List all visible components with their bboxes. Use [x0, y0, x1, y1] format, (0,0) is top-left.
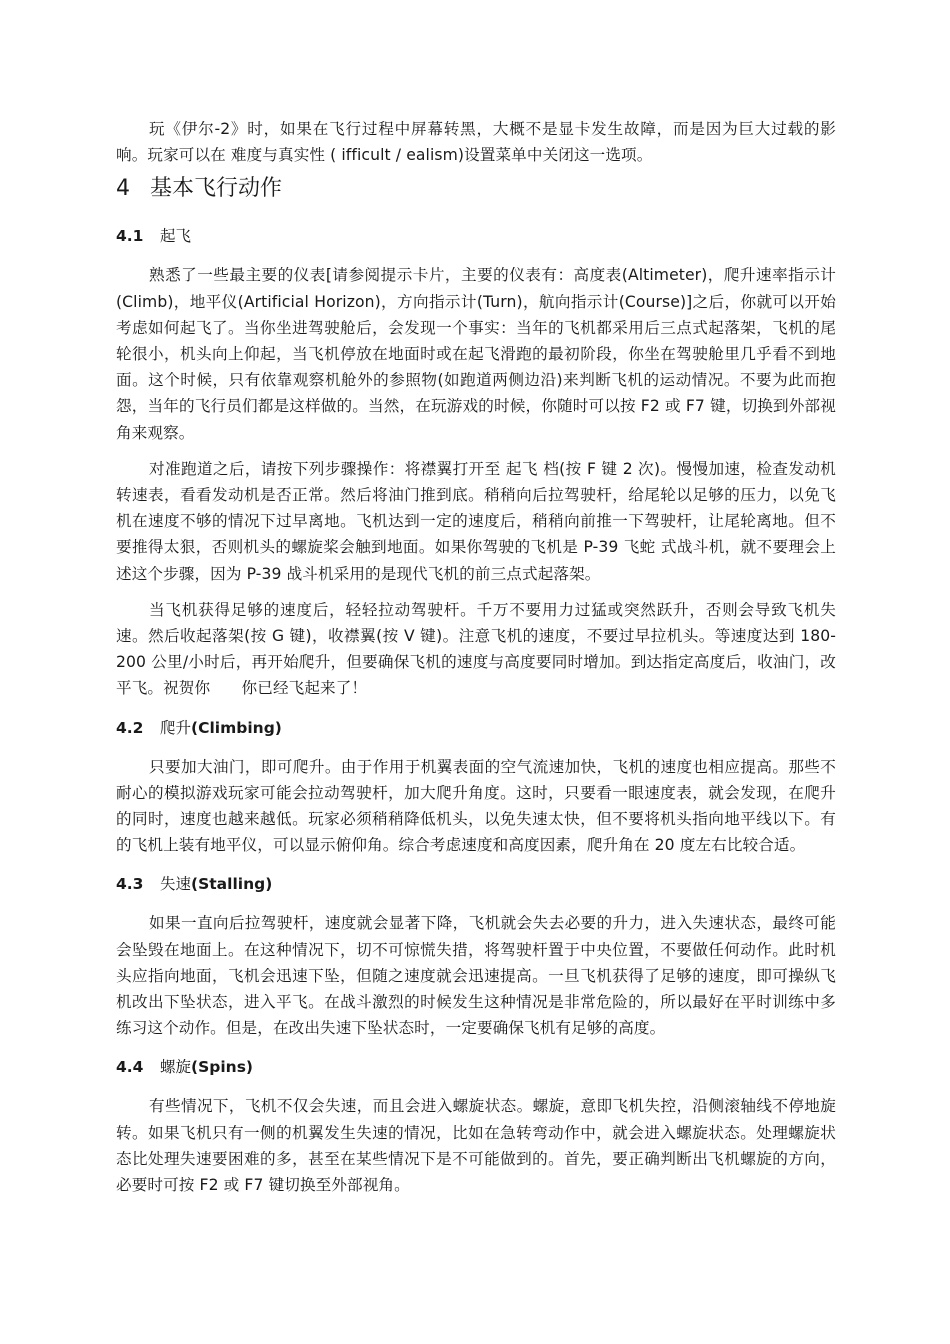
chapter-number: 4 — [116, 176, 130, 202]
paragraph: 对准跑道之后，请按下列步骤操作：将襟翼打开至 起飞 档(按 F 键 2 次)。慢慢加速，检查发动机转速表，看看发动机是否正常。然后将油门推到底。稍稍向后拉驾驶杆，给尾轮以足够的压力，以免飞机在速度不够的情况下过早离地。飞机达到一定的速度后，稍稍向前推一下驾驶杆，让尾轮离地。但不要推得太狠，否则机头的螺旋桨会触到地面。如果你驾驶的飞机是 P-39 飞蛇 式战斗机，就不要理会上述这个步骤，因为 P-39 战斗机采用的是现代飞机的前三点式起落架。 — [116, 459, 836, 583]
section-heading-4-3 — [116, 872, 836, 896]
paragraph: 当飞机获得足够的速度后，轻轻拉动驾驶杆。千万不要用力过猛或突然跃升，否则会导致飞机失速。然后收起落架(按 G 键)，收襟翼(按 V 键)。注意飞机的速度，不要过早拉机头。等速度达到 180-200 公里/小时后，再开始爬升，但要确保飞机的速度与高度要同时增加。到达指定高度后，收油门，改平飞。祝贺你 你已经飞起来了！ — [116, 600, 836, 698]
section-number: 4.4 — [116, 1058, 144, 1077]
section-title-en: (Spins) — [191, 1058, 254, 1077]
paragraph: 有些情况下，飞机不仅会失速，而且会进入螺旋状态。螺旋，意即飞机失控，沿侧滚轴线不停地旋转。如果飞机只有一侧的机翼发生失速的情况，比如在急转弯动作中，就会进入螺旋状态。处理螺旋状态比处理失速要困难的多，甚至在某些情况下是不可能做到的。首先，要正确判断出飞机螺旋的方向，必要时可按 F2 或 F7 键切换至外部视角。 — [116, 1097, 836, 1195]
section-title-cn: 螺旋 — [160, 1058, 192, 1077]
section-number: 4.1 — [116, 227, 144, 246]
section-title-cn: 爬升 — [160, 718, 192, 737]
section-title-en: (Climbing) — [191, 718, 282, 737]
section-heading-4-1 — [116, 224, 836, 248]
section-number: 4.2 — [116, 718, 144, 737]
section-title-cn: 失速 — [160, 875, 192, 894]
section-heading-4-2 — [116, 716, 836, 740]
section-title: 起飞 — [160, 227, 192, 246]
section-heading-4-4 — [116, 1055, 836, 1079]
paragraph: 熟悉了一些最主要的仪表[请参阅提示卡片，主要的仪表有：高度表(Altimeter)，爬升速率指示计(Climb)，地平仪(Artificial Horizon)，方向指示计(Turn)，航向指示计(Course)]之后，你就可以开始考虑如何起飞了。当你坐进驾驶舱后，会发现一个事实：当年的飞机都采用后三点式起落架，飞机的尾轮很小，机头向上仰起，当飞机停放在地面时或在起飞滑跑的最初阶段，你坐在驾驶舱里几乎看不到地面。这个时候，只有依靠观察机舱外的参照物(如跑道两侧边沿)来判断飞机的运动情况。不要为此而抱怨，当年的飞行员们都是这样做的。当然，在玩游戏的时候，你随时可以按 F2 或 F7 键，切换到外部视角来观察。 — [116, 266, 836, 442]
paragraph: 如果一直向后拉驾驶杆，速度就会显著下降，飞机就会失去必要的升力，进入失速状态，最终可能会坠毁在地面上。在这种情况下，切不可惊慌失措，将驾驶杆置于中央位置，不要做任何动作。此时机头应指向地面，飞机会迅速下坠，但随之速度就会迅速提高。一旦飞机获得了足够的速度，即可操纵飞机改出下坠状态，进入平飞。在战斗激烈的时候发生这种情况是非常危险的，所以最好在平时训练中多练习这个动作。但是，在改出失速下坠状态时，一定要确保飞机有足够的高度。 — [116, 914, 836, 1038]
section-title-en: (Stalling) — [191, 875, 273, 894]
chapter-title: 基本飞行动作 — [150, 176, 283, 202]
section-number: 4.3 — [116, 875, 144, 894]
chapter-heading — [116, 172, 836, 210]
intro-paragraph: 玩《伊尔-2》时，如果在飞行过程中屏幕转黑，大概不是显卡发生故障，而是因为巨大过载的影响。玩家可以在 难度与真实性 ( ifficult / ealism)设置菜单中关闭这一选项。 — [116, 120, 836, 165]
paragraph: 只要加大油门，即可爬升。由于作用于机翼表面的空气流速加快，飞机的速度也相应提高。那些不耐心的模拟游戏玩家可能会拉动驾驶杆，加大爬升角度。这时，只要看一眼速度表，就会发现，在爬升的同时，速度也越来越低。玩家必须稍稍降低机头，以免失速太快，但不要将机头指向地平线以下。有的飞机上装有地平仪，可以显示俯仰角。综合考虑速度和高度因素，爬升角在 20 度左右比较合适。 — [116, 757, 836, 855]
document-page — [116, 116, 836, 1198]
